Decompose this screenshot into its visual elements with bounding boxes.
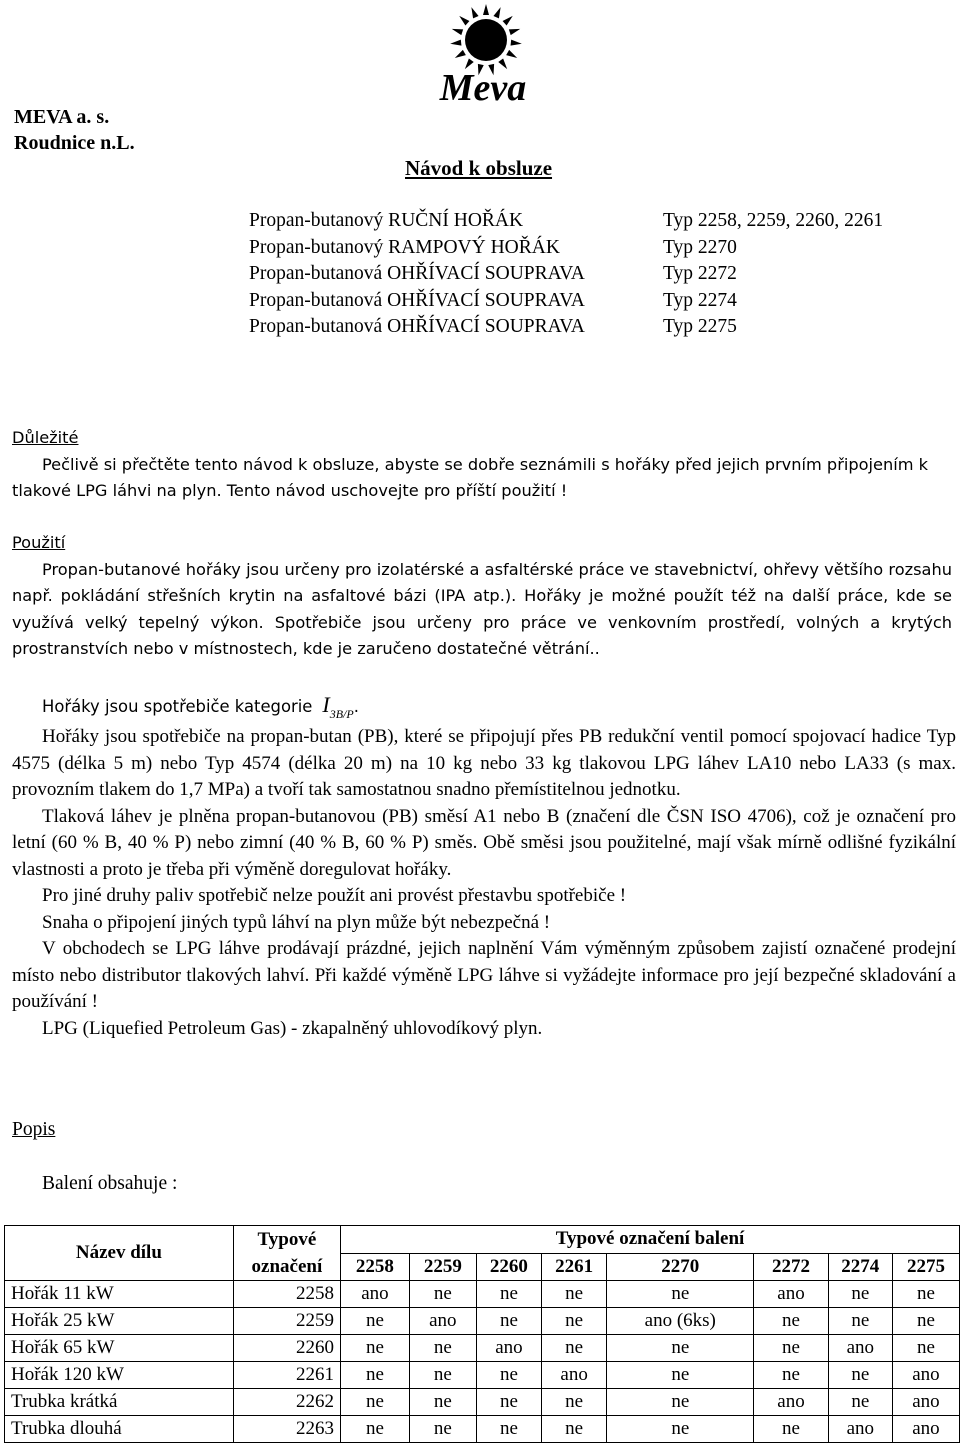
- table-row: [5, 1308, 960, 1335]
- meva-logo: [424, 2, 542, 106]
- category-end: .: [353, 697, 359, 716]
- pack-value-cell: ano: [828, 1416, 892, 1443]
- paragraph: LPG (Liquefied Petroleum Gas) - zkapalněný uhlovodíkový plyn.: [42, 1017, 543, 1039]
- part-type-cell: 2259: [233, 1308, 340, 1335]
- product-type: Typ 2275: [663, 316, 737, 337]
- pack-value-cell: ne: [828, 1281, 892, 1308]
- pack-value-cell: ne: [409, 1362, 476, 1389]
- pack-value-cell: ne: [409, 1389, 476, 1416]
- pack-value-cell: ne: [754, 1416, 828, 1443]
- pack-value-cell: ne: [542, 1281, 607, 1308]
- product-type: Typ 2272: [663, 263, 737, 284]
- pack-value-cell: ne: [409, 1281, 476, 1308]
- pack-type-header: 2258: [341, 1253, 410, 1281]
- pack-value-cell: ano: [892, 1416, 959, 1443]
- pack-value-cell: ano: [542, 1362, 607, 1389]
- col-type-header: Typové označení: [233, 1226, 340, 1281]
- part-type-cell: 2258: [233, 1281, 340, 1308]
- col-pack-header: Typové označení balení: [341, 1226, 960, 1254]
- pack-value-cell: ne: [607, 1281, 754, 1308]
- product-type: Typ 2270: [663, 236, 737, 258]
- pack-value-cell: ne: [341, 1335, 410, 1362]
- usage-section: [12, 530, 952, 663]
- pack-value-cell: ne: [476, 1362, 541, 1389]
- pack-value-cell: ne: [409, 1416, 476, 1443]
- product-name: Propan-butanová OHŘÍVACÍ SOUPRAVA: [249, 263, 585, 284]
- pack-value-cell: ano: [341, 1281, 410, 1308]
- product-name: Propan-butanový RUČNÍ HOŘÁK: [249, 210, 524, 231]
- pack-value-cell: ano: [754, 1281, 828, 1308]
- body-text: [12, 724, 956, 1042]
- pack-value-cell: ne: [607, 1389, 754, 1416]
- pack-value-cell: ne: [828, 1308, 892, 1335]
- important-text: Pečlivě si přečtěte tento návod k obsluze, abyste se dobře seznámili s hořáky před jejich prvním připojením k tlakové LPG láhvi na plyn. Tento návod uschovejte pro příští použití !: [12, 454, 929, 501]
- col-part-header: Název dílu: [5, 1226, 234, 1281]
- pack-value-cell: ne: [607, 1335, 754, 1362]
- logo-wordmark: Meva: [439, 67, 527, 106]
- category-label: Hořáky jsou spotřebiče kategorie: [42, 697, 313, 716]
- product-name: Propan-butanová OHŘÍVACÍ SOUPRAVA: [249, 289, 585, 311]
- pack-value-cell: ne: [476, 1389, 541, 1416]
- important-section: [12, 425, 952, 505]
- pack-value-cell: ano: [754, 1389, 828, 1416]
- pack-value-cell: ne: [828, 1362, 892, 1389]
- pack-value-cell: ne: [607, 1416, 754, 1443]
- pack-type-header: 2272: [754, 1253, 828, 1281]
- pack-value-cell: ne: [542, 1308, 607, 1335]
- pack-value-cell: ne: [607, 1362, 754, 1389]
- part-type-cell: 2260: [233, 1335, 340, 1362]
- product-type: Typ 2258, 2259, 2260, 2261: [663, 210, 884, 231]
- table-body: [5, 1281, 960, 1443]
- product-name: Propan-butanový RAMPOVÝ HOŘÁK: [249, 236, 560, 258]
- table-row: [5, 1416, 960, 1443]
- pack-value-cell: ne: [892, 1335, 959, 1362]
- part-name-cell: Hořák 120 kW: [5, 1362, 234, 1389]
- table-row: [5, 1389, 960, 1416]
- appliance-category: [42, 692, 359, 721]
- pack-type-header: 2270: [607, 1253, 754, 1281]
- table-row: [5, 1335, 960, 1362]
- part-name-cell: Trubka dlouhá: [5, 1416, 234, 1443]
- pack-value-cell: ne: [341, 1389, 410, 1416]
- part-name-cell: Hořák 65 kW: [5, 1335, 234, 1362]
- description-heading: Popis: [12, 1119, 56, 1140]
- important-heading: Důležité: [12, 428, 79, 447]
- pack-value-cell: ano: [409, 1308, 476, 1335]
- usage-heading: Použití: [12, 533, 66, 552]
- part-type-cell: 2262: [233, 1389, 340, 1416]
- pack-type-header: 2275: [892, 1253, 959, 1281]
- pack-value-cell: ne: [754, 1335, 828, 1362]
- pack-value-cell: ne: [341, 1362, 410, 1389]
- pack-value-cell: ne: [476, 1281, 541, 1308]
- pack-value-cell: ano: [828, 1335, 892, 1362]
- part-name-cell: Hořák 25 kW: [5, 1308, 234, 1335]
- pack-value-cell: ne: [476, 1416, 541, 1443]
- package-contents-label: Balení obsahuje :: [42, 1173, 178, 1194]
- product-name: Propan-butanová OHŘÍVACÍ SOUPRAVA: [249, 316, 585, 337]
- pack-value-cell: ano: [892, 1362, 959, 1389]
- table-row: [5, 1281, 960, 1308]
- sun-icon: [450, 4, 522, 76]
- company-block: [14, 104, 135, 156]
- pack-value-cell: ne: [754, 1308, 828, 1335]
- paragraph: V obchodech se LPG láhve prodávají prázdné, jejich naplnění Vám výměnným způsobem zajistí označené prodejní místo nebo distributor tlakových lahví. Při každé výměně LPG láhve si vyžádejte informace pro její bezpečné skladování a používání !: [12, 938, 956, 1012]
- part-name-cell: Hořák 11 kW: [5, 1281, 234, 1308]
- pack-value-cell: ne: [754, 1362, 828, 1389]
- part-type-cell: 2261: [233, 1362, 340, 1389]
- pack-type-header: 2260: [476, 1253, 541, 1281]
- pack-value-cell: ne: [542, 1416, 607, 1443]
- pack-value-cell: ano: [476, 1335, 541, 1362]
- paragraph: Pro jiné druhy paliv spotřebič nelze použít ani provést přestavbu spotřebiče !: [42, 885, 627, 906]
- pack-value-cell: ano (6ks): [607, 1308, 754, 1335]
- package-table: [4, 1225, 960, 1443]
- company-city: Roudnice n.L.: [14, 132, 135, 154]
- pack-value-cell: ne: [892, 1281, 959, 1308]
- category-symbol: I: [322, 692, 330, 717]
- pack-value-cell: ne: [542, 1335, 607, 1362]
- paragraph: Snaha o připojení jiných typů láhví na plyn může být nebezpečná !: [42, 911, 551, 933]
- pack-type-header: 2261: [542, 1253, 607, 1281]
- pack-value-cell: ne: [341, 1416, 410, 1443]
- pack-value-cell: ano: [892, 1389, 959, 1416]
- pack-type-header: 2274: [828, 1253, 892, 1281]
- pack-value-cell: ne: [542, 1389, 607, 1416]
- pack-value-cell: ne: [409, 1335, 476, 1362]
- company-name: MEVA a. s.: [14, 106, 110, 128]
- table-header-row: [5, 1226, 960, 1254]
- pack-value-cell: ne: [892, 1308, 959, 1335]
- part-type-cell: 2263: [233, 1416, 340, 1443]
- product-type: Typ 2274: [663, 289, 737, 311]
- pack-value-cell: ne: [341, 1308, 410, 1335]
- category-subscript: 3B/P: [329, 707, 354, 721]
- usage-text: Propan-butanové hořáky jsou určeny pro izolatérské a asfaltérské práce ve stavebnictví, ohřevy většího rozsahu např. pokládání střešních krytin na asfaltové bázi (IPA atp.). Hořáky je možné použít též na další práce, kde se využívá velký tepelný výkon. Spotřebiče jsou určeny pro práce ve venkovním prostředí, volných a krytých prostranstvích nebo v místnostech, kde je zaručeno dostatečné větrání..: [12, 559, 952, 659]
- pack-value-cell: ne: [476, 1308, 541, 1335]
- pack-type-header: 2259: [409, 1253, 476, 1281]
- part-name-cell: Trubka krátká: [5, 1389, 234, 1416]
- paragraph: Hořáky jsou spotřebiče na propan-butan (PB), které se připojují přes PB redukční ventil pomocí spojovací hadice Typ 4575 (délka 5 m) nebo Typ 4574 (délka 20 m) na 10 kg nebo 33 kg tlakovou LPG láhev LA10 nebo LA33 (s max. provozním tlakem do 1,7 MPa) a tvoří tak samostatnou snadno přemístitelnou jednotku.: [12, 726, 956, 800]
- table-row: [5, 1362, 960, 1389]
- page-title: Návod k obsluze: [405, 156, 553, 180]
- pack-value-cell: ne: [828, 1389, 892, 1416]
- paragraph: Tlaková láhev je plněna propan-butanovou (PB) směsí A1 nebo B (značení dle ČSN ISO 4706), což je označení pro letní (60 % B, 40 % P) nebo zimní (40 % B, 60 % P) směs. Obě směsi jsou použitelné, mají však mírně odlišné fyzikální vlastnosti a proto je třeba při výměně doregulovat hořáky.: [12, 805, 956, 880]
